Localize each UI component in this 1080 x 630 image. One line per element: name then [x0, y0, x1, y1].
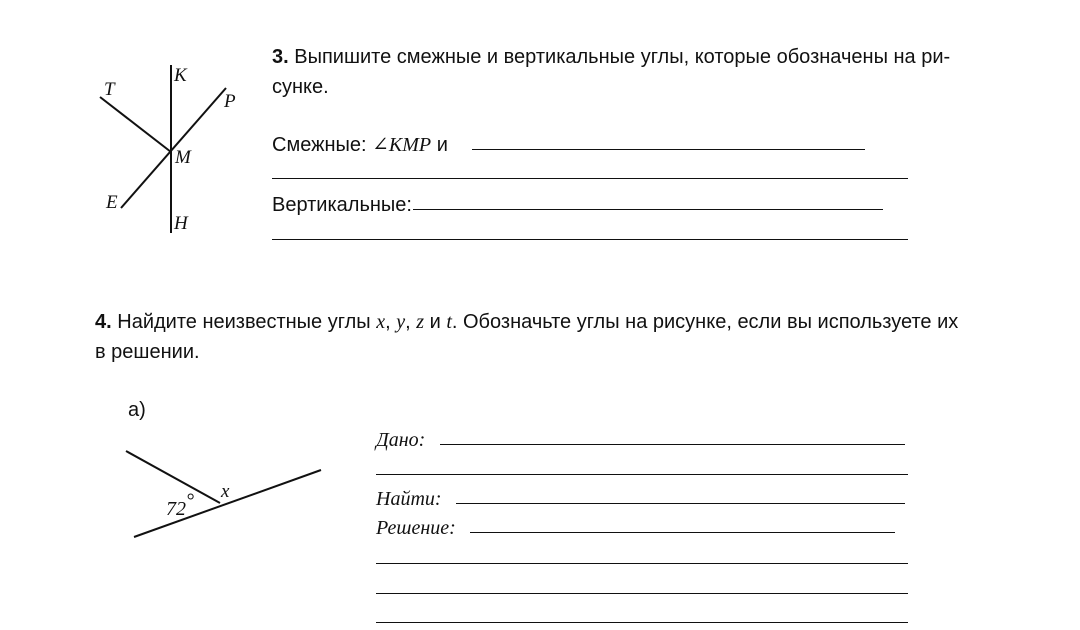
part-a-label: а) [128, 399, 146, 421]
label-h: H [174, 213, 188, 234]
var-z: z [416, 311, 425, 333]
var-t: t [446, 311, 452, 333]
angle-72-value [166, 490, 194, 520]
part-a-figure [120, 440, 335, 550]
label-t: T [104, 79, 115, 100]
task4-text-line2: в решении. [95, 341, 200, 363]
adjacent-angle: ∠KMP [372, 134, 432, 156]
line-t-m [100, 97, 171, 152]
task3-figure [90, 55, 260, 245]
task4-number: 4. [95, 311, 112, 333]
task4-question-prefix: Найдите неизвестные углы [117, 311, 371, 333]
given-label: Дано: [376, 429, 426, 451]
task3-text-line1 [272, 42, 950, 72]
adjacent-row [272, 130, 448, 160]
task3-question: Выпишите смежные и вертикальные углы, которые обозначены на ри- [294, 46, 951, 68]
find-label: Найти: [376, 488, 442, 510]
label-k: K [174, 65, 187, 86]
solution-answer-line-2[interactable] [376, 563, 908, 564]
task3-number: 3. [272, 46, 289, 68]
adjacent-and: и [436, 134, 448, 156]
task4-text-line1: 4. Найдите неизвестные углы x, y, z и t. Обозначьте углы на рисунке, если вы используете их [95, 311, 959, 333]
line-e-p [121, 88, 226, 208]
adjacent-answer-line[interactable] [472, 149, 865, 150]
angle-x-label: x [221, 481, 230, 502]
task4-question-suffix: . Обозначьте углы на рисунке, если вы используете их [451, 311, 959, 333]
label-p: P [224, 91, 236, 112]
solution-answer-line-4[interactable] [376, 622, 908, 623]
find-answer-line[interactable] [456, 503, 905, 504]
label-m: M [175, 147, 191, 168]
line-ray [126, 451, 220, 503]
var-x: x [376, 311, 386, 333]
degree-sign: ° [186, 490, 194, 512]
vertical-label: Вертикальные: [272, 194, 412, 216]
angle-value: 72 [166, 498, 186, 520]
vertical-answer-line[interactable] [413, 209, 883, 210]
given-answer-line[interactable] [440, 444, 905, 445]
given-answer-line-2[interactable] [376, 474, 908, 475]
solution-answer-line-3[interactable] [376, 593, 908, 594]
var-y: y [396, 311, 406, 333]
task3-text-line2: сунке. [272, 76, 329, 98]
conj-and: и [429, 311, 441, 333]
adjacent-label: Смежные: [272, 134, 367, 156]
vertical-answer-line-2[interactable] [272, 239, 908, 240]
solution-answer-line[interactable] [470, 532, 895, 533]
solution-label: Решение: [376, 517, 456, 539]
label-e: E [106, 192, 118, 213]
adjacent-answer-line-2[interactable] [272, 178, 908, 179]
